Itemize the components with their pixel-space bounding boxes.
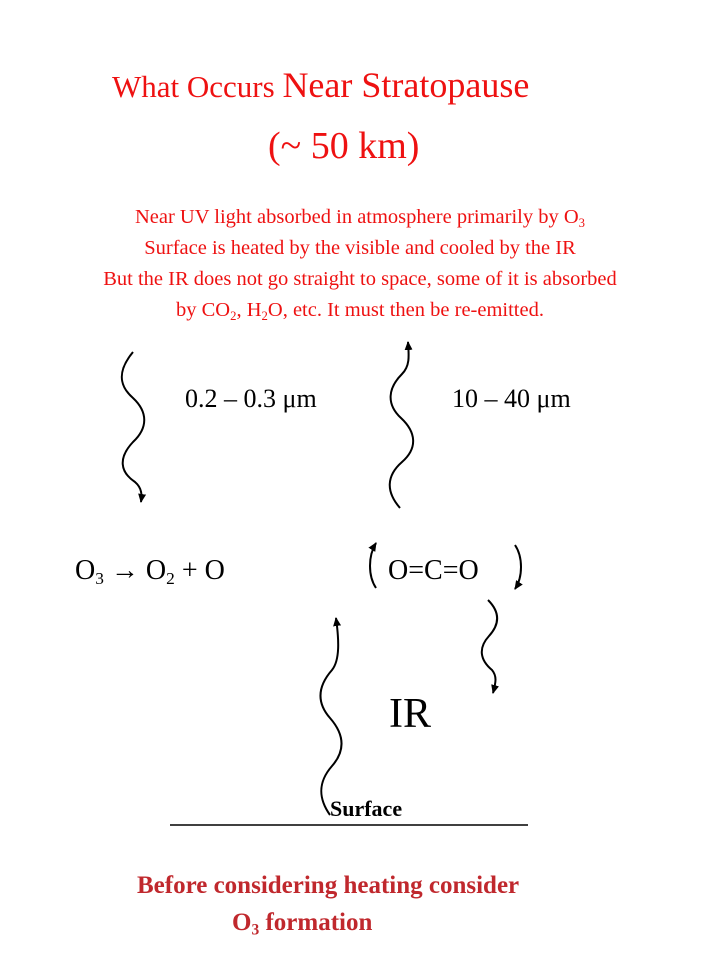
subscript: 2 — [261, 308, 268, 323]
subscript: 2 — [166, 569, 175, 589]
body-line-4-a: by CO — [176, 299, 231, 321]
subscript: 3 — [251, 921, 260, 939]
ir-outgoing-wave-arrow — [390, 342, 413, 508]
subscript: 3 — [95, 569, 104, 589]
co2-right-curved-arrow — [515, 545, 521, 589]
reaction-o: O — [75, 555, 96, 586]
subscript: 3 — [578, 215, 586, 230]
ir-label: IR — [389, 691, 431, 737]
co2-left-curved-arrow — [370, 543, 376, 588]
uv-incoming-wave-arrow — [122, 352, 145, 502]
title-part-1: What Occurs — [112, 69, 283, 104]
surface-ir-wave-arrow — [320, 618, 341, 815]
body-line-4-c: O, etc. It must then be re-emitted. — [267, 299, 544, 321]
ir-wavelength-label: 10 – 40 μm — [452, 384, 571, 413]
reemitted-wave-arrow — [482, 600, 497, 693]
uv-wavelength-label: 0.2 – 0.3 μm — [185, 384, 317, 413]
title-part-2: Near Stratopause — [282, 65, 530, 105]
reaction-arrow-o: → O — [103, 555, 167, 586]
body-line-3: But the IR does not go straight to space, some of it is absorbed — [103, 268, 617, 290]
title-line-2: (~ 50 km) — [268, 125, 420, 167]
surface-label: Surface — [330, 796, 403, 821]
note-formation: formation — [259, 909, 373, 936]
co2-molecule: O=C=O — [388, 555, 479, 586]
reaction-plus-o: + O — [174, 555, 225, 586]
subscript: 2 — [230, 308, 237, 323]
body-line-2: Surface is heated by the visible and cooled by the IR — [144, 237, 576, 259]
body-line-1-text: Near UV light absorbed in atmosphere primarily by O — [134, 206, 579, 228]
body-line-4-b: , H — [236, 299, 262, 321]
note-line-1: Before considering heating consider — [137, 872, 520, 899]
note-o: O — [232, 909, 252, 936]
